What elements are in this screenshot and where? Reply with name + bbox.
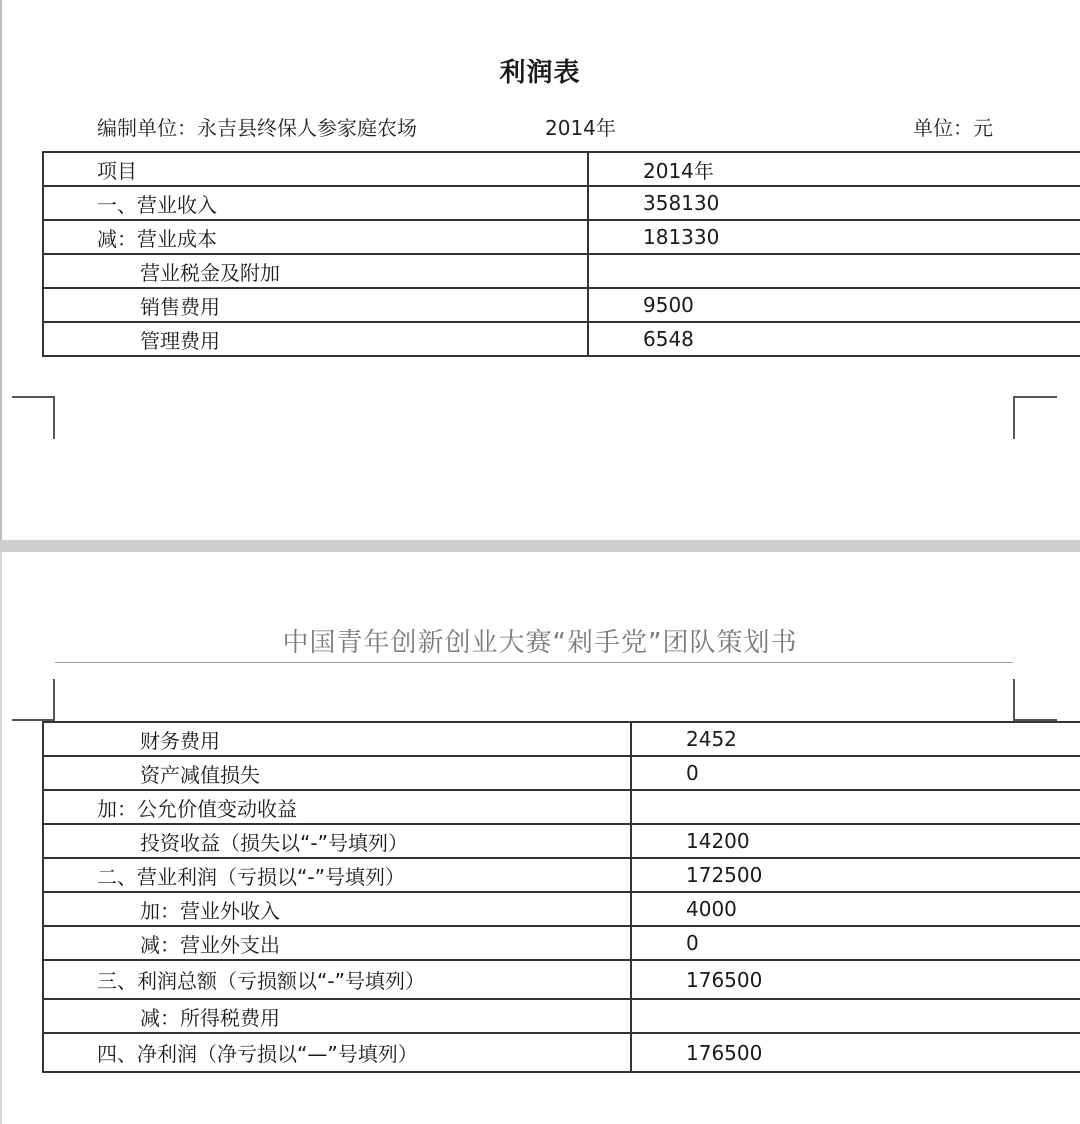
running-header: 中国青年创新创业大赛“剁手党”团队策划书 — [282, 628, 798, 658]
header-item: 项目 — [43, 152, 588, 186]
row-item: 加：营业外收入 — [43, 892, 631, 926]
page-separator — [0, 540, 1080, 552]
crop-mark — [1013, 679, 1015, 721]
crop-mark — [1013, 396, 1015, 439]
row-value: 176500 — [631, 960, 1080, 999]
currency-unit: 单位：元 — [913, 116, 993, 140]
table-row — [43, 1033, 1080, 1072]
table-row — [43, 790, 1080, 824]
table-row — [43, 999, 1080, 1033]
header-rule — [55, 662, 1013, 663]
row-value — [588, 254, 1080, 288]
table-row — [43, 220, 1080, 254]
row-item: 二、营业利润（亏损以“-”号填列） — [43, 858, 631, 892]
row-value: 14200 — [631, 824, 1080, 858]
table-row — [43, 288, 1080, 322]
table-row — [43, 858, 1080, 892]
row-value — [631, 999, 1080, 1033]
row-item: 投资收益（损失以“-”号填列） — [43, 824, 631, 858]
row-item: 减：营业外支出 — [43, 926, 631, 960]
row-item: 管理费用 — [43, 322, 588, 356]
row-item: 一、营业收入 — [43, 186, 588, 220]
table-header-row — [43, 152, 1080, 186]
crop-mark — [53, 679, 55, 721]
row-value: 4000 — [631, 892, 1080, 926]
row-value: 172500 — [631, 858, 1080, 892]
table-row — [43, 254, 1080, 288]
crop-mark — [12, 396, 55, 398]
row-item: 销售费用 — [43, 288, 588, 322]
income-statement-table-page2 — [42, 721, 1080, 1073]
table-row — [43, 186, 1080, 220]
row-value: 176500 — [631, 1033, 1080, 1072]
table-row — [43, 756, 1080, 790]
row-item: 资产减值损失 — [43, 756, 631, 790]
row-value: 0 — [631, 756, 1080, 790]
income-statement-table-page1 — [42, 151, 1080, 357]
report-period: 2014年 — [545, 116, 616, 140]
row-value: 9500 — [588, 288, 1080, 322]
table-row — [43, 322, 1080, 356]
document-title: 利润表 — [499, 58, 581, 88]
header-value: 2014年 — [588, 152, 1080, 186]
row-item: 财务费用 — [43, 722, 631, 756]
table-row — [43, 960, 1080, 999]
crop-mark — [1013, 396, 1057, 398]
table-row — [43, 722, 1080, 756]
row-value: 0 — [631, 926, 1080, 960]
row-item: 加：公允价值变动收益 — [43, 790, 631, 824]
row-item: 减：所得税费用 — [43, 999, 631, 1033]
row-item: 营业税金及附加 — [43, 254, 588, 288]
crop-mark — [53, 396, 55, 439]
prepared-by: 编制单位：永吉县终保人参家庭农场 — [97, 116, 417, 140]
table-row — [43, 926, 1080, 960]
table-row — [43, 892, 1080, 926]
row-value: 6548 — [588, 322, 1080, 356]
row-item: 减：营业成本 — [43, 220, 588, 254]
row-value — [631, 790, 1080, 824]
row-value: 358130 — [588, 186, 1080, 220]
row-value: 181330 — [588, 220, 1080, 254]
row-value: 2452 — [631, 722, 1080, 756]
row-item: 四、净利润（净亏损以“—”号填列） — [43, 1033, 631, 1072]
row-item: 三、利润总额（亏损额以“-”号填列） — [43, 960, 631, 999]
table-row — [43, 824, 1080, 858]
